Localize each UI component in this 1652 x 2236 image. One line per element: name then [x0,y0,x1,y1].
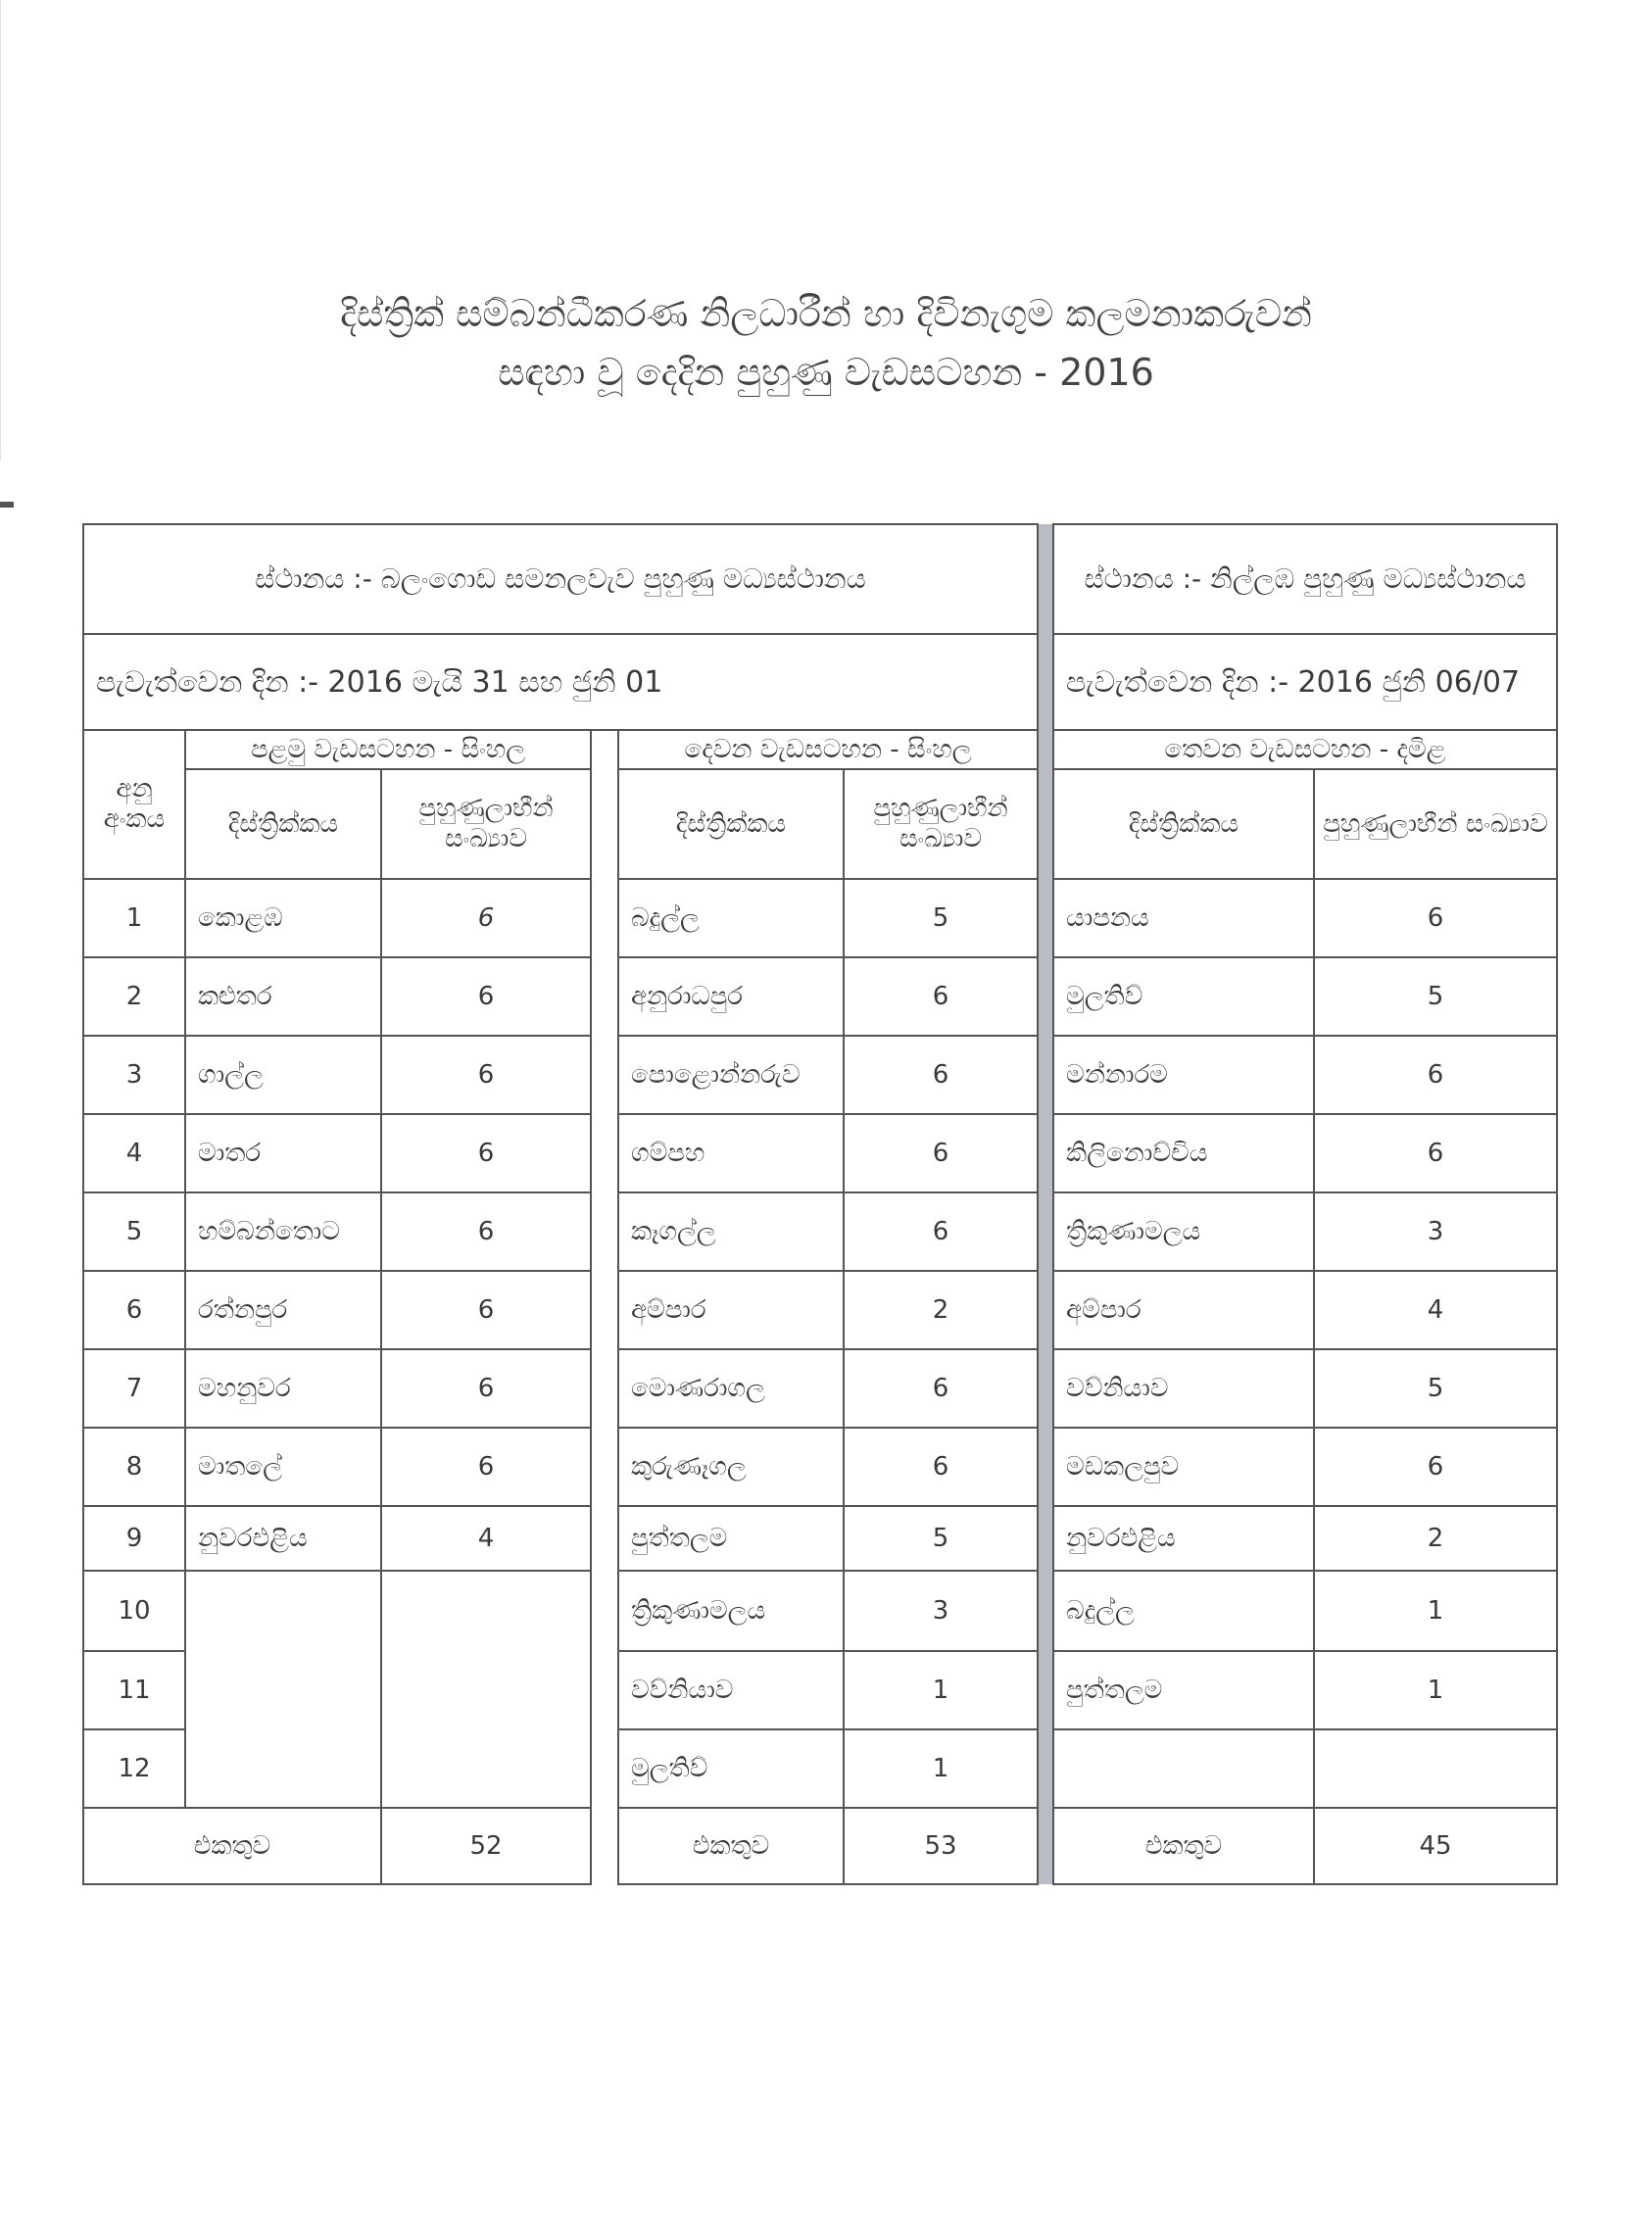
venue-row [83,524,1557,634]
district-name: කොළඹ [185,879,381,957]
trainee-count: 6 [844,1192,1038,1271]
table-row [83,1729,1557,1808]
trainee-count: 4 [381,1506,591,1571]
table-row [83,1571,1557,1651]
separator-strip [1038,1571,1053,1651]
separator-strip [1038,1271,1053,1349]
serial-number: 4 [83,1114,185,1192]
trainee-count: 6 [381,1349,591,1428]
district-name: ගම්පහ [618,1114,844,1192]
separator-strip [1038,1428,1053,1506]
district-name: අම්පාර [618,1271,844,1349]
serial-number: 8 [83,1428,185,1506]
district-name: හම්බන්තොට [185,1192,381,1271]
district-name: යාපනය [1053,879,1314,957]
separator-strip [1038,524,1053,730]
date-left: පැවැත්වෙන දින :- 2016 මැයි 31 සහ ජුනි 01 [83,634,1038,730]
serial-number: 5 [83,1192,185,1271]
district-name: වව්නියාව [1053,1349,1314,1428]
total-value-2: 53 [844,1808,1038,1884]
trainee-count: 6 [381,1036,591,1114]
empty-cell [185,1729,381,1808]
column-gap [591,1428,618,1506]
separator-strip [1038,1349,1053,1428]
date-right: පැවැත්වෙන දින :- 2016 ජුනි 06/07 [1053,634,1557,730]
table-row [83,957,1557,1036]
separator-strip [1038,1036,1053,1114]
column-gap [591,1349,618,1428]
separator-strip [1038,1192,1053,1271]
venue-left: ස්ථානය :- බලංගොඩ සමනලවැව පුහුණු මධ්‍යස්ථානය [83,524,1038,634]
column-gap [591,1729,618,1808]
trainees-header-1: පුහුණුලාභීන් සංඛ්‍යාව [381,769,591,879]
column-gap [591,730,618,769]
trainee-count: 6 [1314,1114,1557,1192]
empty-cell [381,1651,591,1729]
column-header-row [83,769,1557,879]
trainee-count: 1 [844,1651,1038,1729]
district-name: බදුල්ල [618,879,844,957]
separator-strip [1038,879,1053,957]
program-1-header: පළමු වැඩසටහන - සිංහල [185,730,591,769]
trainee-count: 1 [1314,1571,1557,1651]
trainee-count: 6 [381,1114,591,1192]
column-gap [591,957,618,1036]
document-title-line-1: දිස්ත්‍රික් සම්බන්ධීකරණ නිලධාරීන් හා දිවිනැගුම කලමනාකරුවන් [340,292,1312,335]
district-name: ගාල්ල [185,1036,381,1114]
trainee-count: 2 [1314,1506,1557,1571]
separator-strip [1038,769,1053,879]
table-row [83,1036,1557,1114]
training-schedule-table [82,523,1558,1885]
scan-mark [0,502,14,508]
empty-cell [185,1571,381,1651]
trainee-count: 6 [844,1428,1038,1506]
column-gap [591,879,618,957]
trainee-count: 6 [1314,1036,1557,1114]
trainee-count: 1 [844,1729,1038,1808]
separator-strip [1038,1808,1053,1884]
district-name: මුලතිව් [618,1729,844,1808]
table-row [83,1114,1557,1192]
trainee-count: 6 [844,957,1038,1036]
trainee-count: 6 [381,1192,591,1271]
serial-number: 2 [83,957,185,1036]
trainee-count: 4 [1314,1271,1557,1349]
serial-number: 1 [83,879,185,957]
serial-number: 6 [83,1271,185,1349]
column-gap [591,1808,618,1884]
total-label: එකතුව [618,1808,844,1884]
separator-strip [1038,1729,1053,1808]
district-name: නුවරඑළිය [185,1506,381,1571]
column-gap [591,1506,618,1571]
serial-number: 12 [83,1729,185,1808]
trainee-count: 5 [1314,957,1557,1036]
serial-number: 9 [83,1506,185,1571]
separator-strip [1038,1114,1053,1192]
serial-number: 10 [83,1571,185,1651]
separator-strip [1038,1506,1053,1571]
document-title-line-2: සඳහා වූ දෙදින පුහුණු වැඩසටහන - 2016 [498,351,1154,394]
column-gap [591,1114,618,1192]
total-label: එකතුව [83,1808,381,1884]
trainee-count: 3 [1314,1192,1557,1271]
serial-number-header: අනු අංකය [83,730,185,879]
district-name: පොළොන්නරුව [618,1036,844,1114]
trainee-count: 6 [844,1349,1038,1428]
district-name: මුලතිව් [1053,957,1314,1036]
district-name: කෑගල්ල [618,1192,844,1271]
empty-cell [381,1571,591,1651]
trainee-count: 6 [1314,1428,1557,1506]
serial-number: 3 [83,1036,185,1114]
district-name: අම්පාර [1053,1271,1314,1349]
district-name: ත්‍රිකුණාමලය [1053,1192,1314,1271]
district-name: පුත්තලම [618,1506,844,1571]
trainee-count: 6 [844,1114,1038,1192]
separator-strip [1038,957,1053,1036]
district-header-3: දිස්ත්‍රික්කය [1053,769,1314,879]
date-row [83,634,1557,730]
venue-right: ස්ථානය :- නිල්ලඹ පුහුණු මධ්‍යස්ථානය [1053,524,1557,634]
district-name: ත්‍රිකුණාමලය [618,1571,844,1651]
column-gap [591,1271,618,1349]
empty-cell [381,1729,591,1808]
district-name: වව්නියාව [618,1651,844,1729]
district-name: පුත්තලම [1053,1651,1314,1729]
table-row [83,1506,1557,1571]
column-gap [591,1192,618,1271]
table-row [83,1651,1557,1729]
trainee-count: 6 [381,957,591,1036]
total-row [83,1808,1557,1884]
separator-strip [1038,1651,1053,1729]
column-gap [591,1571,618,1651]
program-header-row [83,730,1557,769]
column-gap [591,769,618,879]
total-label: එකතුව [1053,1808,1314,1884]
district-header-1: දිස්ත්‍රික්කය [185,769,381,879]
district-name: කළුතර [185,957,381,1036]
trainee-count: 3 [844,1571,1038,1651]
district-name: මඩකලපුව [1053,1428,1314,1506]
trainee-count: 6 [381,1271,591,1349]
district-name: මහනුවර [185,1349,381,1428]
trainees-header-3: පුහුණුලාභීන් සංඛ්‍යාව [1314,769,1557,879]
trainees-header-2: පුහුණුලාභීන් සංඛ්‍යාව [844,769,1038,879]
trainee-count: 5 [1314,1349,1557,1428]
serial-number: 7 [83,1349,185,1428]
district-name [1053,1729,1314,1808]
district-name: නුවරඑළිය [1053,1506,1314,1571]
program-3-header: තෙවන වැඩසටහන - දමිළ [1053,730,1557,769]
district-name: අනුරාධපුර [618,957,844,1036]
trainee-count: 6 [844,1036,1038,1114]
district-name: මාතර [185,1114,381,1192]
trainee-count: 2 [844,1271,1038,1349]
table-row [83,1271,1557,1349]
empty-cell [185,1651,381,1729]
trainee-count: 6 [1314,879,1557,957]
total-value-3: 45 [1314,1808,1557,1884]
program-2-header: දෙවන වැඩසටහන - සිංහල [618,730,1038,769]
trainee-count-handwritten: 6 [381,879,591,957]
table-row [83,879,1557,957]
separator-strip [1038,730,1053,769]
district-name: කුරුණෑගල [618,1428,844,1506]
trainee-count: 6 [381,1428,591,1506]
district-name: මාතලේ [185,1428,381,1506]
trainee-count: 5 [844,879,1038,957]
district-name: බදුල්ල [1053,1571,1314,1651]
district-name: කිලිනොච්චිය [1053,1114,1314,1192]
district-name: මන්නාරම [1053,1036,1314,1114]
serial-number: 11 [83,1651,185,1729]
column-gap [591,1651,618,1729]
table-row [83,1192,1557,1271]
trainee-count: 1 [1314,1651,1557,1729]
district-name: මොණරාගල [618,1349,844,1428]
trainee-count: 5 [844,1506,1038,1571]
total-value-1: 52 [381,1808,591,1884]
district-name: රත්නපුර [185,1271,381,1349]
column-gap [591,1036,618,1114]
trainee-count [1314,1729,1557,1808]
table-row [83,1349,1557,1428]
table-row [83,1428,1557,1506]
district-header-2: දිස්ත්‍රික්කය [618,769,844,879]
